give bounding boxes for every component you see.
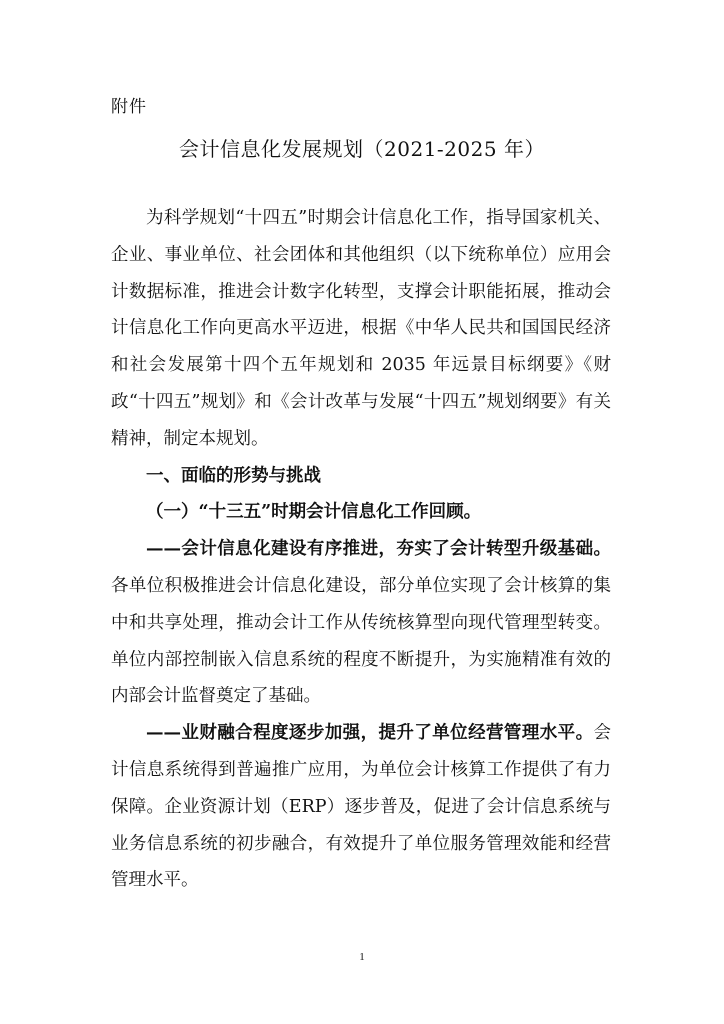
paragraph-1-lead: ——会计信息化建设有序推进，夯实了会计转型升级基础。 (146, 539, 611, 560)
document-body (111, 200, 611, 899)
paragraph-2-lead: ——业财融合程度逐步加强，提升了单位经营管理水平。 (146, 723, 594, 744)
paragraph-2 (111, 715, 611, 899)
intro-paragraph: 为科学规划“十四五”时期会计信息化工作，指导国家机关、企业、事业单位、社会团体和其他组织（以下统称单位）应用会计数据标准，推进会计数字化转型，支撑会计职能拓展，推动会计信息化工作向更高水平迈进，根据《中华人民共和国国民经济和社会发展第十四个五年规划和 2035 年远景目标纲要》《财政“十四五”规划》和《会计改革与发展“十四五”规划纲要》有关精神，制定本规划。 (111, 208, 611, 449)
subsection-heading: （一）“十三五”时期会计信息化工作回顾。 (146, 502, 482, 523)
paragraph-1 (111, 531, 611, 715)
attachment-label: 附件 (111, 97, 147, 117)
page-number: 1 (359, 951, 365, 963)
paragraph-2-body: 会计信息系统得到普遍推广应用，为单位会计核算工作提供了有力保障。企业资源计划（ERP）逐步普及，促进了会计信息系统与业务信息系统的初步融合，有效提升了单位服务管理效能和经营管理水平。 (111, 723, 611, 891)
paragraph-1-body: 各单位积极推进会计信息化建设，部分单位实现了会计核算的集中和共享处理，推动会计工作从传统核算型向现代管理型转变。单位内部控制嵌入信息系统的程度不断提升，为实施精准有效的内部会计监督奠定了基础。 (111, 575, 611, 707)
document-title: 会计信息化发展规划（2021-2025 年） (179, 137, 545, 161)
section-heading: 一、面临的形势与挑战 (146, 465, 321, 486)
